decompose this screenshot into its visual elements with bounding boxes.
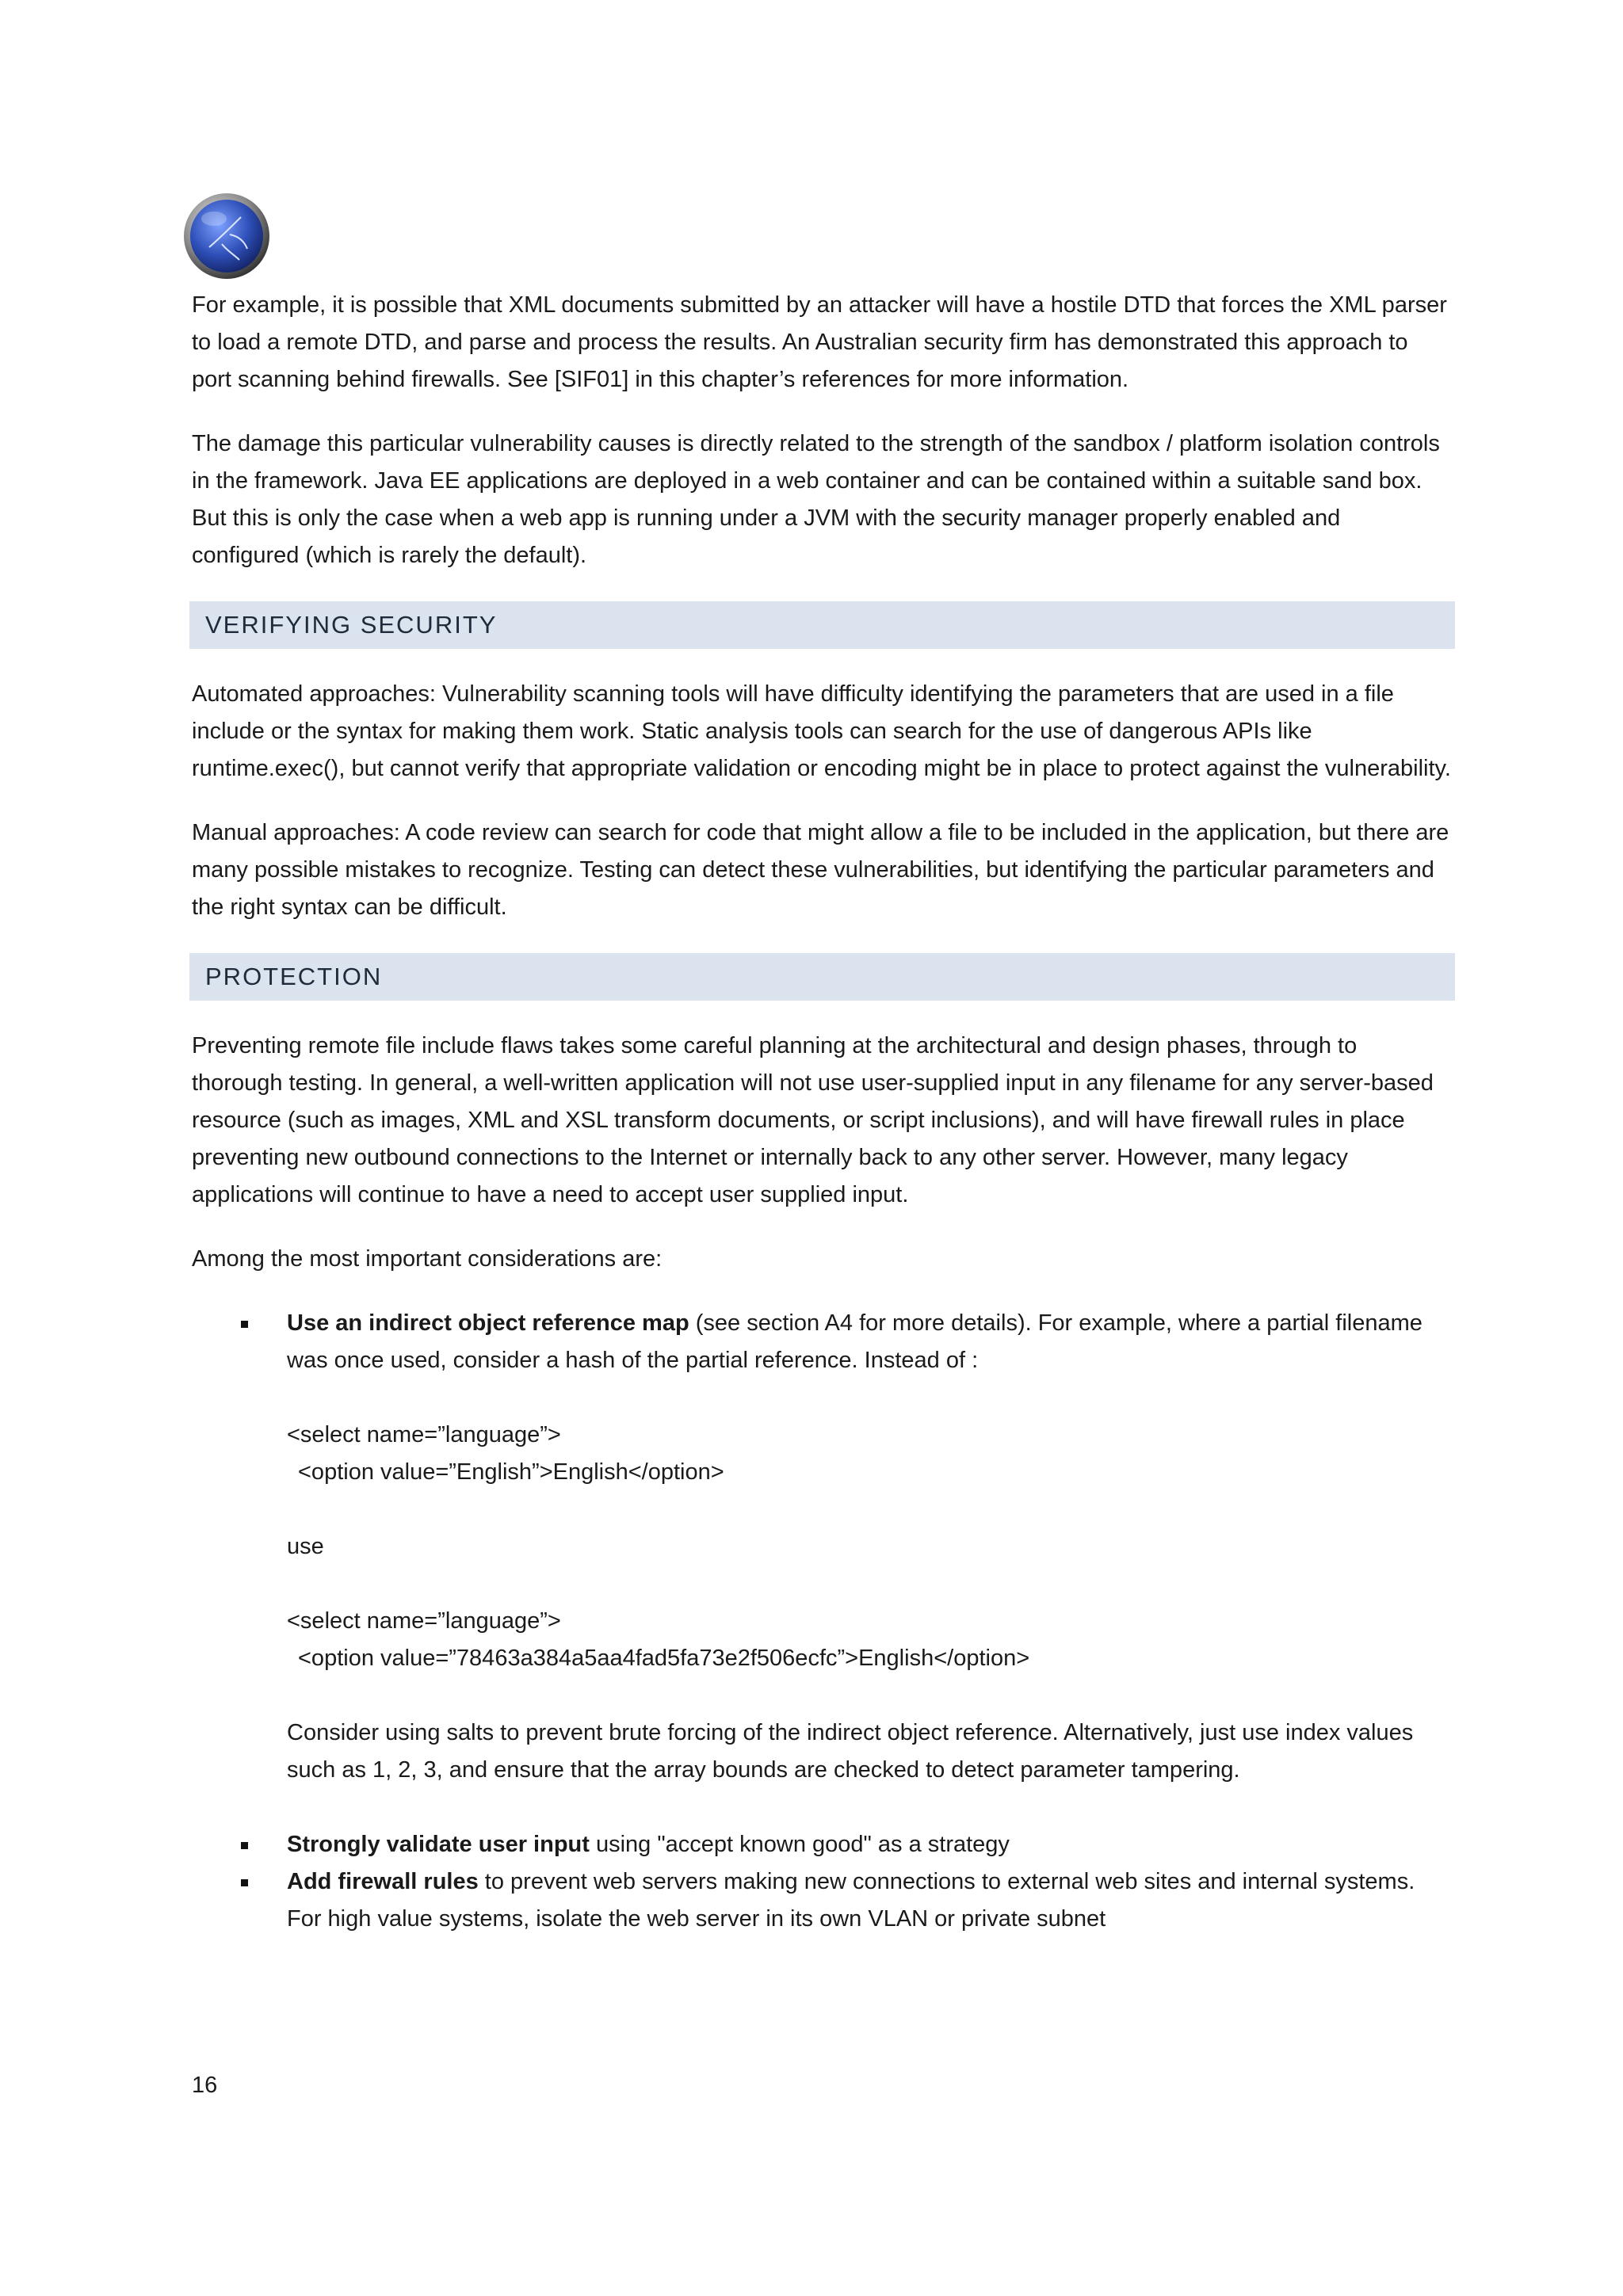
section-heading-verifying-security: VERIFYING SECURITY xyxy=(189,601,1455,649)
bullet-marker xyxy=(241,1879,248,1886)
code-line: <option value=”78463a384a5aa4fad5fa73e2f506ecfc”>English</option> xyxy=(298,1646,1030,1671)
list-item-text: to prevent web servers making new connections to external web sites and internal systems. For high value systems, isolate the web server in its own VLAN or private subnet xyxy=(287,1869,1415,1932)
bullet-marker xyxy=(241,1321,248,1328)
list-item-bold-lead: Use an indirect object reference map xyxy=(287,1310,689,1336)
salt-note: Consider using salts to prevent brute forcing of the indirect object reference. Alternatively, just use index values such as 1, 2, 3, and ensure that the array bounds are checked to detect parameter tampering. xyxy=(287,1720,1414,1783)
list-item xyxy=(192,1305,1453,1826)
considerations-list xyxy=(192,1305,1453,1938)
intro-paragraph-2: The damage this particular vulnerability causes is directly related to the strength of the sandbox / platform isolation controls in the framework. Java EE applications are deployed in a web container and can be contained within a suitable sand box. But this is only the case when a web app is running under a JVM with the security manager properly enabled and configured (which is rarely the default). xyxy=(192,431,1440,568)
protection-paragraph-1: Preventing remote file include flaws takes some careful planning at the architectural and design phases, through to thorough testing. In general, a well-written application will not use user-supplied input in any filename for any server-based resource (such as images, XML and XSL transform documents, or script inclusions), and will have firewall rules in place preventing new outbound connections to the Internet or internally back to any other server. However, many legacy applications will continue to have a need to accept user supplied input. xyxy=(192,1033,1434,1207)
page-content xyxy=(192,287,1453,1938)
list-item-text: using "accept known good" as a strategy xyxy=(589,1832,1010,1857)
verifying-manual-paragraph: Manual approaches: A code review can search for code that might allow a file to be included in the application, but there are many possible mistakes to recognize. Testing can detect these vulnerabilities, but identifying the particular parameters and the right syntax can be difficult. xyxy=(192,820,1449,920)
list-item-bold-lead: Add firewall rules xyxy=(287,1869,479,1894)
owasp-logo-icon xyxy=(182,192,271,280)
list-item-bold-lead: Strongly validate user input xyxy=(287,1832,590,1857)
bullet-marker xyxy=(241,1842,248,1849)
code-line: <option value=”English”>English</option> xyxy=(298,1459,724,1485)
section-heading-protection: PROTECTION xyxy=(189,953,1455,1001)
page-number: 16 xyxy=(192,2073,218,2098)
code-example-after xyxy=(287,1603,1453,1677)
list-item xyxy=(192,1826,1453,1863)
list-item-text: (see section A4 for more details). For example, where a partial filename was once used, consider a hash of the partial reference. Instead of : xyxy=(287,1310,1423,1373)
protection-paragraph-2: Among the most important considerations are: xyxy=(192,1246,663,1272)
intro-paragraph-1: For example, it is possible that XML documents submitted by an attacker will have a hostile DTD that forces the XML parser to load a remote DTD, and parse and process the results. An Australian security firm has demonstrated this approach to port scanning behind firewalls. See [SIF01] in this chapter’s references for more information. xyxy=(192,292,1447,392)
code-line: <select name=”language”> xyxy=(287,1422,561,1447)
verifying-automated-paragraph: Automated approaches: Vulnerability scanning tools will have difficulty identifying the parameters that are used in a file include or the syntax for making them work. Static analysis tools can search for the use of dangerous APIs like runtime.exec(), but cannot verify that appropriate validation or encoding might be in place to protect against the vulnerability. xyxy=(192,681,1451,781)
list-item xyxy=(192,1863,1453,1938)
code-example-before xyxy=(287,1417,1453,1491)
use-label: use xyxy=(287,1534,324,1559)
code-line: <select name=”language”> xyxy=(287,1608,561,1634)
